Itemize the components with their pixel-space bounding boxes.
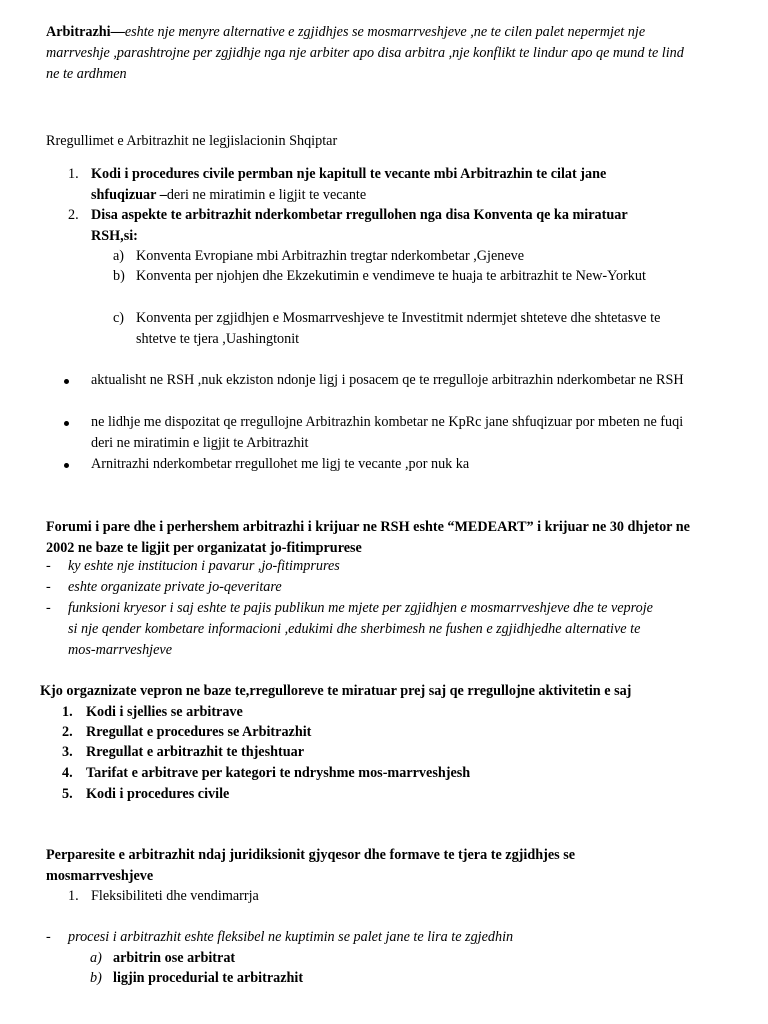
list-number: 1. (68, 888, 79, 904)
section2-heading: Forumi i pare dhe i perhershem arbitrazhi i krijuar ne RSH eshte “MEDEART” i krijuar ne 30 dhjetor ne 2002 ne baze te ligjit per organizatat jo-fitimprurese (46, 519, 690, 556)
section1-item-2 (68, 205, 668, 247)
list-number: 1. (62, 704, 73, 720)
section1-subitem-b (113, 266, 653, 287)
list-number: 1. (68, 166, 79, 182)
item-bold-text: Kodi i procedures civile permban nje kapitull te vecante mbi Arbitrazhin te cilat jane shfuqizuar – (91, 166, 607, 203)
dash-item-text: funksioni kryesor i saj eshte te pajis publikun me mjete per zgjidhjen e mosmarrveshjeve dhe te veproje si nje qender kombetare informacioni ,edukimi dhe sherbimesh ne fushen e zgjidhjedhe alternative te mos-marrveshjeve (68, 600, 653, 658)
list-letter: a) (90, 950, 102, 966)
list-number: 4. (62, 765, 73, 781)
list-letter: a) (113, 248, 125, 264)
item-text: Fleksibiliteti dhe vendimarrja (91, 888, 259, 904)
item-bold-text: Disa aspekte te arbitrazhit nderkombetar rregullohen nga disa Konventa qe ka miratuar RSH,si: (91, 207, 628, 244)
item-text: Tarifat e arbitrave per kategori te ndryshme mos-marrveshjesh (86, 765, 471, 781)
bullet-icon (64, 463, 69, 468)
section4-heading: Perparesite e arbitrazhit ndaj juridiksionit gjyqesor dhe formave te tjera te zgjidhjes se mosmarrveshjeve (46, 847, 576, 884)
subitem-text: Konventa per zgjidhjen e Mosmarrveshjeve te Investitmit ndermjet shteteve dhe shtetasve te shtetve te tjera ,Uashingtonit (136, 310, 661, 347)
section1-item-1 (68, 164, 668, 206)
section1-bullet-1 (64, 370, 684, 391)
list-number: 5. (62, 786, 73, 802)
dash-item-text: ky eshte nje institucion i pavarur ,jo-fitimprures (68, 558, 340, 574)
section4-dash-item: - procesi i arbitrazhit eshte fleksibel ne kuptimin se palet jane te lira te zgjedhin (46, 927, 706, 948)
section2-dash-item-3: - funksioni kryesor i saj eshte te pajis publikun me mjete per zgjidhjen e mosmarrveshjeve dhe te veproje si nje qender kombetare informacioni ,edukimi dhe sherbimesh ne fushen e zgjidhjedhe alternative te mos-marrveshjeve (46, 598, 661, 660)
item-text: Kodi i sjellies se arbitrave (86, 704, 243, 720)
section3-item-5 (62, 784, 662, 805)
subitem-text: ligjin procedurial te arbitrazhit (113, 970, 304, 986)
list-letter: b) (90, 970, 102, 986)
section1-heading: Rregullimet e Arbitrazhit ne legjislacionin Shqiptar (46, 133, 338, 149)
bullet-text: Arnitrazhi nderkombetar rregullohet me ligj te vecante ,por nuk ka (91, 456, 470, 472)
intro-dash: — (110, 24, 125, 40)
item-text: Kodi i procedures civile (86, 786, 230, 802)
section2-dash-item-2: - eshte organizate private jo-qeveritare (46, 577, 686, 598)
list-number: 2. (68, 207, 79, 223)
intro-definition: eshte nje menyre alternative e zgjidhjes se mosmarrveshjeve ,ne te cilen palet nepermjet nje marrveshje ,parashtrojne per zgjidhje nga nje arbiter apo disa arbitra ,nje konflikt te lindur apo qe mund te lind ne te ardhmen (46, 24, 684, 82)
section1-bullet-2 (64, 412, 684, 454)
subitem-text: Konventa Evropiane mbi Arbitrazhin tregtar nderkombetar ,Gjeneve (136, 248, 525, 264)
item-text: Rregullat e arbitrazhit te thjeshtuar (86, 744, 305, 760)
section3-heading: Kjo orgaznizate vepron ne baze te,rregulloreve te miratuar prej saj qe rregullojne aktivitetin e saj (40, 683, 632, 699)
bullet-icon (64, 379, 69, 384)
dash-item-text: eshte organizate private jo-qeveritare (68, 579, 282, 595)
section1-bullet-3 (64, 454, 684, 475)
section4-item-1 (68, 886, 668, 907)
section3-item-3 (62, 742, 662, 763)
bullet-text: aktualisht ne RSH ,nuk ekziston ndonje ligj i posacem qe te rregulloje arbitrazhin nderkombetar ne RSH (91, 372, 684, 388)
bullet-text: ne lidhje me dispozitat qe rregullojne Arbitrazhin kombetar ne KpRc jane shfuqizuar por mbeten ne fuqi deri ne miratimin e ligjit te Arbitrazhit (91, 414, 684, 451)
section1-subitem-c (113, 308, 688, 350)
item-text: Rregullat e procedures se Arbitrazhit (86, 724, 312, 740)
section4-subitem-a (90, 948, 590, 969)
item-normal-text: deri ne miratimin e ligjit te vecante (166, 186, 367, 203)
list-number: 2. (62, 724, 73, 740)
section3-item-4 (62, 763, 662, 784)
subitem-text: arbitrin ose arbitrat (113, 950, 236, 966)
section3-item-1 (62, 702, 662, 723)
list-letter: b) (113, 268, 125, 284)
section2-dash-item-1: - ky eshte nje institucion i pavarur ,jo-fitimprures (46, 556, 686, 577)
bullet-icon (64, 421, 69, 426)
section1-subitem-a (113, 246, 683, 267)
subitem-text: Konventa per njohjen dhe Ekzekutimin e vendimeve te huaja te arbitrazhit te New-Yorkut (136, 268, 646, 284)
list-number: 3. (62, 744, 73, 760)
section3-item-2 (62, 722, 662, 743)
list-letter: c) (113, 310, 125, 326)
section4-subitem-b (90, 968, 590, 989)
intro-term: Arbitrazhi (46, 24, 111, 40)
dash-item-text: procesi i arbitrazhit eshte fleksibel ne kuptimin se palet jane te lira te zgjedhin (68, 929, 514, 945)
intro-paragraph (46, 22, 686, 84)
